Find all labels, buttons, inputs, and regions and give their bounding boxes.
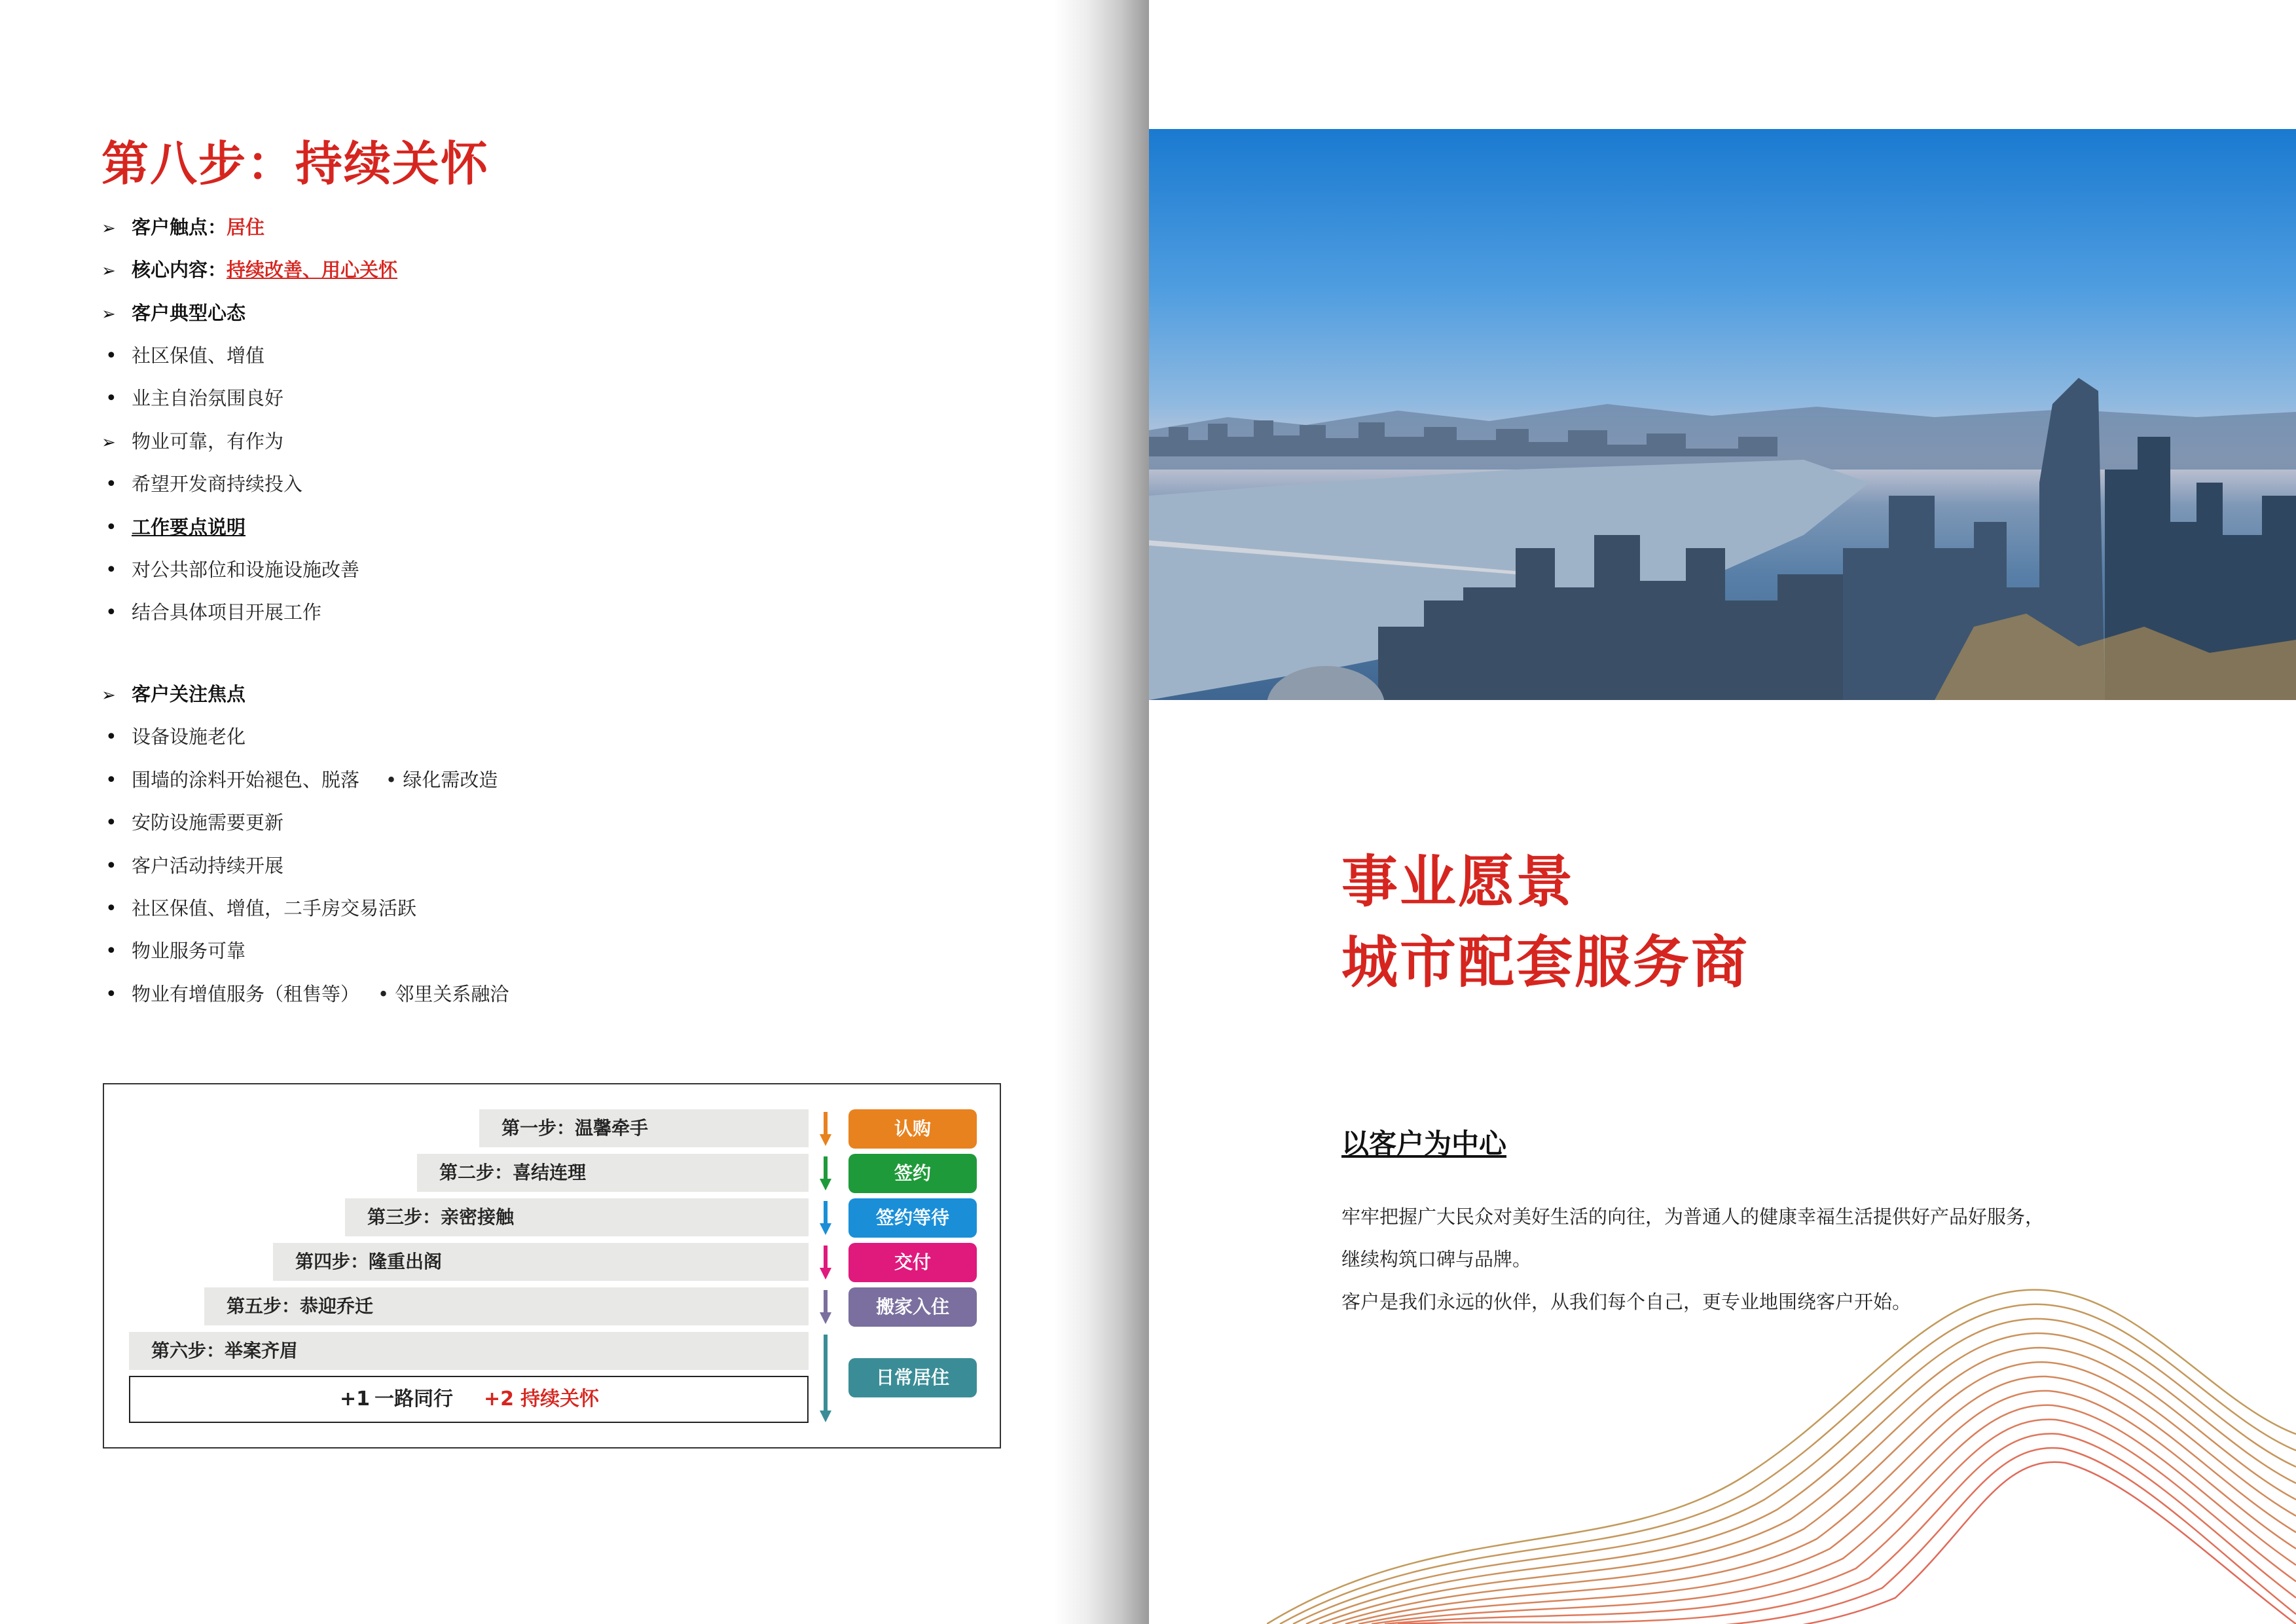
list-item: • 安防设施需要更新 [101,806,283,839]
dot-bullet-icon: • [105,897,117,920]
down-arrow-icon [820,1156,831,1190]
vision-subheading: 城市配套服务商 [1341,930,1749,995]
step-bar: 第五步：恭迎乔迁 [204,1287,809,1325]
dot-bullet-icon: • [105,344,117,367]
left-page [0,0,1054,1624]
bonus-steps-row: +1 一路同行 +2 持续关怀 [129,1376,809,1423]
dot-bullet-icon: • [105,811,117,834]
list-item: ➢ 核心内容：持续改善、用心关怀 [101,253,397,286]
arrow-bullet-icon: ➢ [101,433,116,452]
list-item: • 设备设施老化 [101,720,246,753]
city-skyline-photo [1149,129,2296,700]
skyline-illustration [1149,129,2296,700]
body-paragraph: 客户是我们永远的伙伴，从我们每个自己，更专业地围绕客户开始。 [1341,1291,1912,1313]
stage-tag: 签约 [848,1154,977,1193]
list-item: • 社区保值、增值，二手房交易活跃 [101,892,416,925]
section-heading: 以客户为中心 [1341,1128,1507,1160]
dot-bullet-icon: • [105,855,117,877]
stage-tag: 认购 [848,1109,977,1149]
step-bar: 第二步：喜结连理 [417,1154,809,1192]
dot-bullet-icon: • [386,769,397,791]
list-item: • 希望开发商持续投入 [101,468,302,500]
body-paragraph: 继续构筑口碑与品牌。 [1341,1248,1532,1270]
arrow-bullet-icon: ➢ [101,304,116,324]
right-page [1149,0,2296,1624]
decorative-wave-lines [1267,1283,2296,1624]
page-title: 第八步：持续关怀 [101,136,490,191]
list-item: • 物业有增值服务（租售等） • 邻里关系融洽 [101,978,509,1010]
down-arrow-icon [820,1201,831,1235]
dot-bullet-icon: • [105,983,117,1006]
down-arrow-icon [820,1335,831,1423]
list-item: • 结合具体项目开展工作 [101,596,321,629]
step-bar: 第三步：亲密接触 [345,1198,809,1236]
list-item: • 客户活动持续开展 [101,849,283,882]
dot-bullet-icon: • [105,473,117,496]
list-item: ➢ 物业可靠，有作为 [101,425,283,458]
dot-bullet-icon: • [105,559,117,581]
customer-journey-diagram [103,1083,1001,1449]
stage-tag: 交付 [848,1243,977,1282]
list-item: • 对公共部位和设施设施改善 [101,553,359,586]
arrow-bullet-icon: ➢ [101,686,116,705]
down-arrow-icon [820,1246,831,1280]
list-item: • 业主自治氛围良好 [101,382,283,415]
step-bar: 第六步：举案齐眉 [129,1332,809,1370]
arrow-bullet-icon: ➢ [101,261,116,281]
stage-tag: 日常居住 [848,1358,977,1397]
list-item: • 围墙的涂料开始褪色、脱落 • 绿化需改造 [101,764,498,796]
step-bar: 第一步：温馨牵手 [479,1109,809,1147]
list-item: • 社区保值、增值 [101,339,264,372]
list-item: ➢ 客户触点：居住 [101,211,264,244]
list-item: ➢ 客户关注焦点 [101,678,246,710]
dot-bullet-icon: • [378,983,390,1005]
dot-bullet-icon: • [105,601,117,624]
down-arrow-icon [820,1112,831,1146]
stage-tag: 签约等待 [848,1198,977,1238]
dot-bullet-icon: • [105,769,117,792]
dot-bullet-icon: • [105,940,117,963]
vision-heading: 事业愿景 [1341,849,1575,915]
book-gutter-shadow [1054,0,1149,1624]
down-arrow-icon [820,1290,831,1324]
arrow-bullet-icon: ➢ [101,219,116,238]
list-item: • 物业服务可靠 [101,934,246,967]
dot-bullet-icon: • [105,516,117,539]
dot-bullet-icon: • [105,387,117,410]
stage-tag: 搬家入住 [848,1287,977,1327]
list-item: ➢ 客户典型心态 [101,297,246,329]
body-paragraph: 牢牢把握广大民众对美好生活的向往，为普通人的健康幸福生活提供好产品好服务， [1341,1206,2045,1228]
dot-bullet-icon: • [105,726,117,748]
step-bar: 第四步：隆重出阁 [273,1243,809,1281]
list-item: • 工作要点说明 [101,511,246,544]
